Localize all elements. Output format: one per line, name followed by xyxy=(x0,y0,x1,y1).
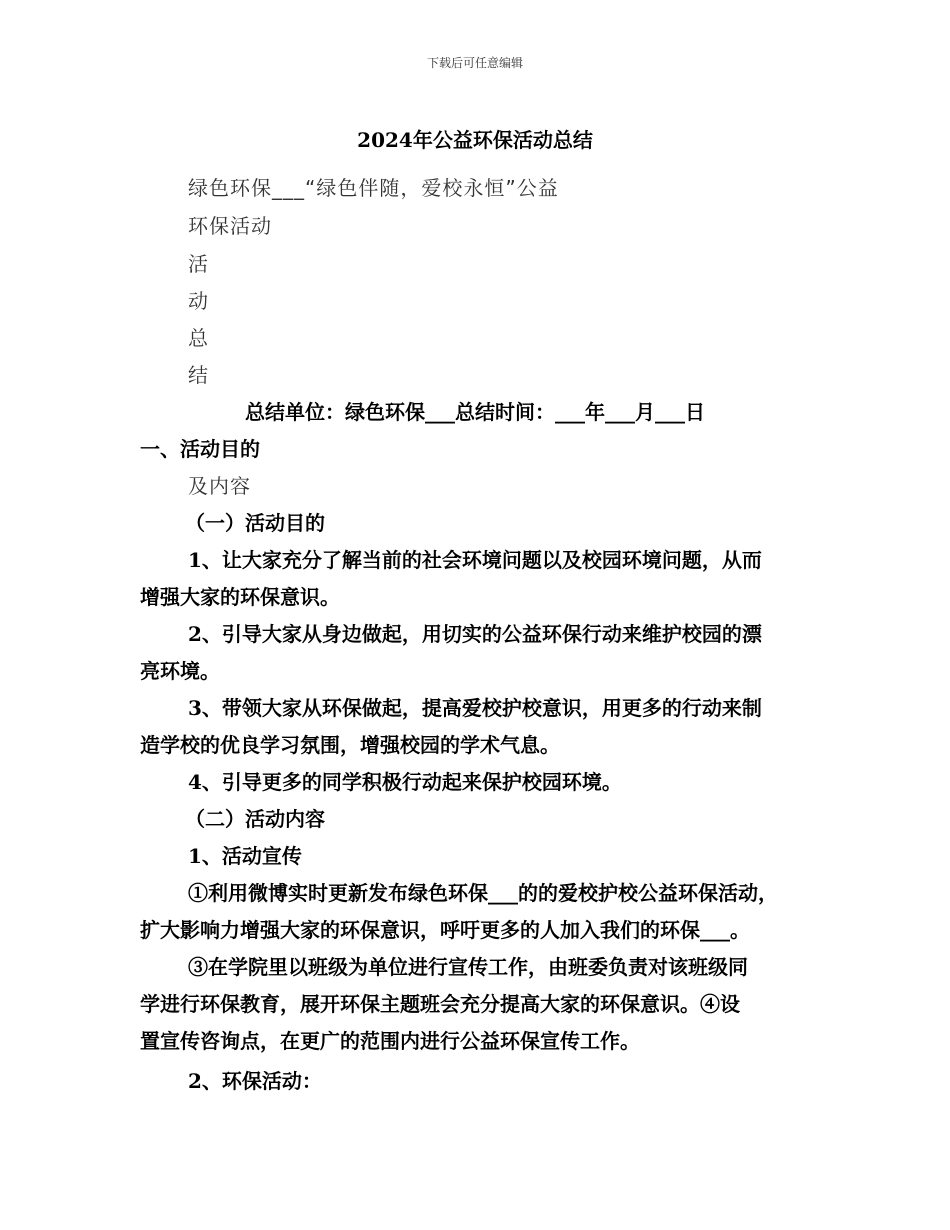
item-heading: 2、环保活动： xyxy=(188,1069,322,1093)
intro-line: 环保活动 xyxy=(188,214,272,238)
purpose-line: 增强大家的环保意识。 xyxy=(140,585,340,609)
promo-line: ①利用微博实时更新发布绿色环保___的的爱校护校公益环保活动， xyxy=(188,881,778,905)
promo-line: 学进行环保教育，展开环保主题班会充分提高大家的环保意识。④设 xyxy=(140,992,740,1016)
subsection-heading: （一）活动目的 xyxy=(185,511,325,535)
header-note: 下载后可任意编辑 xyxy=(426,56,523,70)
intro-line: 结 xyxy=(188,363,209,387)
purpose-line: 1、让大家充分了解当前的社会环境问题以及校园环境问题，从而 xyxy=(188,548,762,572)
purpose-line: 2、引导大家从身边做起，用切实的公益环保行动来维护校园的漂 xyxy=(188,622,762,646)
document-title: 2024年公益环保活动总结 xyxy=(357,128,593,152)
intro-line: 绿色环保___“绿色伴随，爱校永恒”公益 xyxy=(188,176,559,200)
summary-meta: 总结单位：绿色环保___总结时间：___年___月___日 xyxy=(245,400,705,424)
section-heading-continued: 及内容 xyxy=(188,474,251,498)
purpose-line: 3、带领大家从环保做起，提高爱校护校意识，用更多的行动来制 xyxy=(188,696,762,720)
promo-line: ③在学院里以班级为单位进行宣传工作，由班委负责对该班级同 xyxy=(188,955,748,979)
purpose-line: 亮环境。 xyxy=(140,659,220,683)
intro-line: 活 xyxy=(188,252,209,276)
subsection-heading: （二）活动内容 xyxy=(185,807,325,831)
item-heading: 1、活动宣传 xyxy=(188,844,302,868)
promo-line: 置宣传咨询点，在更广的范围内进行公益环保宣传工作。 xyxy=(140,1029,640,1053)
intro-line: 总 xyxy=(188,326,209,350)
purpose-line: 造学校的优良学习氛围，增强校园的学术气息。 xyxy=(140,733,560,757)
purpose-line: 4、引导更多的同学积极行动起来保护校园环境。 xyxy=(188,770,622,794)
intro-line: 动 xyxy=(188,289,209,313)
section-heading: 一、活动目的 xyxy=(140,437,260,461)
promo-line: 扩大影响力增强大家的环保意识，呼吁更多的人加入我们的环保___。 xyxy=(140,918,750,942)
